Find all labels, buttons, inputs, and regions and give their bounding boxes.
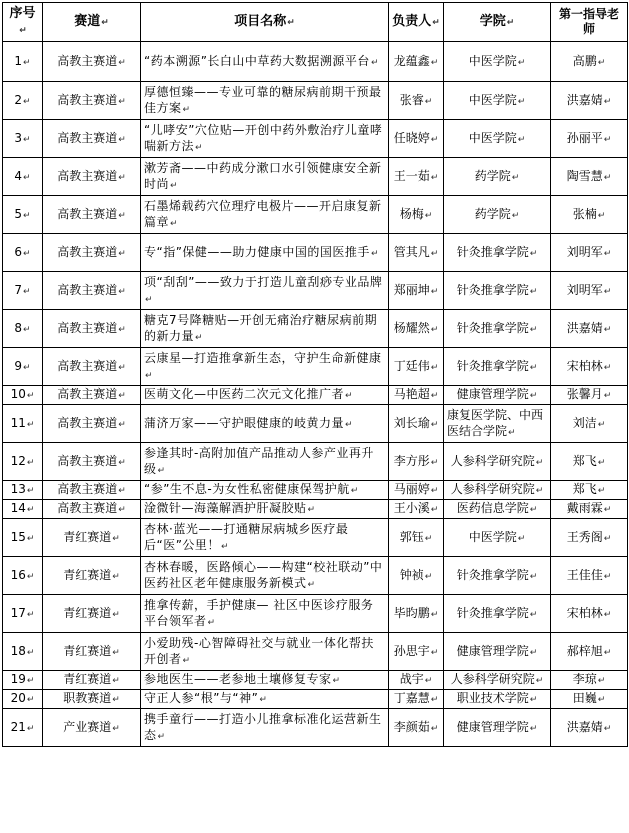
cell-advisor: 郑飞↵: [551, 443, 628, 481]
cell-advisor: 戴雨霖↵: [551, 500, 628, 519]
cell-project-name: 杏林·蓝光——打通糖尿病城乡医疗最后“医”公里！↵: [141, 519, 389, 557]
cell-college: 健康管理学院↵: [444, 709, 551, 747]
table-row: [3, 405, 628, 443]
cell-project-name: “药本溯源”长白山中草药大数据溯源平台↵: [141, 42, 389, 82]
cell-leader: 杨耀然↵: [389, 310, 444, 348]
cell-no: 17↵: [3, 595, 43, 633]
cell-college: 人参科学研究院↵: [444, 671, 551, 690]
cell-college: 药学院↵: [444, 158, 551, 196]
cell-track: 高教主赛道↵: [43, 500, 141, 519]
cell-leader: 郭钰↵: [389, 519, 444, 557]
cell-leader: 钟祯↵: [389, 557, 444, 595]
cell-project-name: 推拿传薪，手护健康— 社区中医诊疗服务平台领军者↵: [141, 595, 389, 633]
header-advisor: 第一指导老师: [551, 3, 628, 42]
cell-project-name: 石墨烯载药穴位理疗电极片——开启康复新篇章↵: [141, 196, 389, 234]
cell-track: 高教主赛道↵: [43, 158, 141, 196]
cell-leader: 管其凡↵: [389, 234, 444, 272]
cell-project-name: 参逢其时-高附加值产品推动人参产业再升级↵: [141, 443, 389, 481]
cell-advisor: 张馨月↵: [551, 386, 628, 405]
cell-leader: 战宇↵: [389, 671, 444, 690]
table-body: [3, 42, 628, 747]
table-row: [3, 481, 628, 500]
cell-college: 中医学院↵: [444, 120, 551, 158]
cell-advisor: 宋柏林↵: [551, 595, 628, 633]
table-row: [3, 42, 628, 82]
table-row: [3, 348, 628, 386]
header-college: 学院↵: [444, 3, 551, 42]
header-no: 序号↵: [3, 3, 43, 42]
cell-no: 3↵: [3, 120, 43, 158]
cell-advisor: 郑飞↵: [551, 481, 628, 500]
cell-track: 职教赛道↵: [43, 690, 141, 709]
cell-no: 20↵: [3, 690, 43, 709]
cell-college: 针灸推拿学院↵: [444, 557, 551, 595]
cell-college: 健康管理学院↵: [444, 633, 551, 671]
cell-leader: 杨梅↵: [389, 196, 444, 234]
cell-advisor: 刘明军↵: [551, 234, 628, 272]
cell-advisor: 刘洁↵: [551, 405, 628, 443]
cell-project-name: 项“刮刮”——致力于打造儿童刮痧专业品牌↵: [141, 272, 389, 310]
table-row: [3, 671, 628, 690]
cell-track: 高教主赛道↵: [43, 42, 141, 82]
cell-project-name: “参”生不息-为女性私密健康保驾护航↵: [141, 481, 389, 500]
cell-project-name: 专“指”保健——助力健康中国的国医推手↵: [141, 234, 389, 272]
cell-advisor: 孙丽平↵: [551, 120, 628, 158]
header-leader: 负责人↵: [389, 3, 444, 42]
cell-project-name: “儿哮安”穴位贴—开创中药外敷治疗儿童哮喘新方法↵: [141, 120, 389, 158]
cell-college: 人参科学研究院↵: [444, 481, 551, 500]
cell-track: 高教主赛道↵: [43, 272, 141, 310]
cell-leader: 毕昀鹏↵: [389, 595, 444, 633]
cell-leader: 张睿↵: [389, 82, 444, 120]
cell-no: 4↵: [3, 158, 43, 196]
cell-project-name: 携手童行——打造小儿推拿标准化运营新生态↵: [141, 709, 389, 747]
cell-no: 9↵: [3, 348, 43, 386]
cell-college: 康复医学院、中西医结合学院↵: [444, 405, 551, 443]
table-row: [3, 234, 628, 272]
cell-no: 16↵: [3, 557, 43, 595]
cell-track: 高教主赛道↵: [43, 443, 141, 481]
table-row: [3, 557, 628, 595]
header-name: 项目名称↵: [141, 3, 389, 42]
cell-college: 针灸推拿学院↵: [444, 310, 551, 348]
cell-leader: 王小溪↵: [389, 500, 444, 519]
cell-project-name: 医萌文化—中医药二次元文化推广者↵: [141, 386, 389, 405]
cell-advisor: 高鹏↵: [551, 42, 628, 82]
table-row: [3, 519, 628, 557]
table-row: [3, 500, 628, 519]
cell-college: 药学院↵: [444, 196, 551, 234]
cell-no: 15↵: [3, 519, 43, 557]
table-row: [3, 158, 628, 196]
cell-college: 中医学院↵: [444, 82, 551, 120]
cell-track: 高教主赛道↵: [43, 120, 141, 158]
cell-track: 青红赛道↵: [43, 671, 141, 690]
cell-no: 21↵: [3, 709, 43, 747]
table-row: [3, 595, 628, 633]
table-row: [3, 709, 628, 747]
cell-advisor: 陶雪慧↵: [551, 158, 628, 196]
cell-project-name: 杏林春暖，医路倾心——构建“校社联动”中医药社区老年健康服务新模式↵: [141, 557, 389, 595]
cell-advisor: 洪嘉婧↵: [551, 310, 628, 348]
cell-leader: 任晓婷↵: [389, 120, 444, 158]
cell-track: 高教主赛道↵: [43, 82, 141, 120]
cell-leader: 龙蕴鑫↵: [389, 42, 444, 82]
cell-advisor: 王佳佳↵: [551, 557, 628, 595]
cell-no: 7↵: [3, 272, 43, 310]
cell-advisor: 洪嘉婧↵: [551, 82, 628, 120]
cell-leader: 刘长瑜↵: [389, 405, 444, 443]
cell-no: 18↵: [3, 633, 43, 671]
project-table: [2, 2, 628, 747]
cell-track: 青红赛道↵: [43, 519, 141, 557]
cell-no: 13↵: [3, 481, 43, 500]
cell-no: 10↵: [3, 386, 43, 405]
cell-track: 青红赛道↵: [43, 557, 141, 595]
cell-college: 针灸推拿学院↵: [444, 272, 551, 310]
cell-project-name: 守正人参“根”与“神”↵: [141, 690, 389, 709]
cell-no: 14↵: [3, 500, 43, 519]
cell-no: 8↵: [3, 310, 43, 348]
table-row: [3, 196, 628, 234]
cell-advisor: 宋柏林↵: [551, 348, 628, 386]
cell-leader: 孙思宇↵: [389, 633, 444, 671]
cell-leader: 王一茹↵: [389, 158, 444, 196]
table-row: [3, 310, 628, 348]
cell-no: 11↵: [3, 405, 43, 443]
cell-no: 5↵: [3, 196, 43, 234]
cell-track: 高教主赛道↵: [43, 481, 141, 500]
cell-college: 中医学院↵: [444, 42, 551, 82]
cell-project-name: 淦微针—海藻解酒护肝凝胶贴↵: [141, 500, 389, 519]
cell-advisor: 李琼↵: [551, 671, 628, 690]
cell-college: 医药信息学院↵: [444, 500, 551, 519]
table-row: [3, 386, 628, 405]
cell-track: 高教主赛道↵: [43, 386, 141, 405]
header-track: 赛道↵: [43, 3, 141, 42]
cell-track: 高教主赛道↵: [43, 348, 141, 386]
cell-project-name: 小爱助残-心智障碍社交与就业一体化帮扶开创者↵: [141, 633, 389, 671]
cell-college: 针灸推拿学院↵: [444, 595, 551, 633]
cell-track: 青红赛道↵: [43, 595, 141, 633]
cell-leader: 丁嘉慧↵: [389, 690, 444, 709]
cell-advisor: 郝梓旭↵: [551, 633, 628, 671]
cell-college: 人参科学研究院↵: [444, 443, 551, 481]
cell-advisor: 洪嘉婧↵: [551, 709, 628, 747]
table-row: [3, 690, 628, 709]
cell-college: 中医学院↵: [444, 519, 551, 557]
cell-project-name: 蒲济万家——守护眼健康的岐黄力量↵: [141, 405, 389, 443]
cell-project-name: 参地医生——老参地土壤修复专家↵: [141, 671, 389, 690]
cell-track: 高教主赛道↵: [43, 234, 141, 272]
cell-no: 1↵: [3, 42, 43, 82]
cell-no: 19↵: [3, 671, 43, 690]
cell-leader: 郑丽坤↵: [389, 272, 444, 310]
cell-project-name: 漱芳斋——中药成分漱口水引领健康安全新时尚↵: [141, 158, 389, 196]
table-row: [3, 82, 628, 120]
cell-college: 针灸推拿学院↵: [444, 234, 551, 272]
table-row: [3, 633, 628, 671]
cell-college: 职业技术学院↵: [444, 690, 551, 709]
cell-advisor: 田巍↵: [551, 690, 628, 709]
cell-college: 健康管理学院↵: [444, 386, 551, 405]
cell-project-name: 云康星—打造推拿新生态，守护生命新健康↵: [141, 348, 389, 386]
cell-leader: 李颜茹↵: [389, 709, 444, 747]
cell-track: 产业赛道↵: [43, 709, 141, 747]
cell-track: 高教主赛道↵: [43, 310, 141, 348]
cell-project-name: 糖克7号降糖贴—开创无痛治疗糖尿病前期的新力量↵: [141, 310, 389, 348]
table-row: [3, 272, 628, 310]
cell-track: 高教主赛道↵: [43, 196, 141, 234]
cell-project-name: 厚德恒臻——专业可靠的糖尿病前期干预最佳方案↵: [141, 82, 389, 120]
cell-no: 12↵: [3, 443, 43, 481]
cell-advisor: 刘明军↵: [551, 272, 628, 310]
cell-track: 青红赛道↵: [43, 633, 141, 671]
cell-college: 针灸推拿学院↵: [444, 348, 551, 386]
cell-advisor: 张楠↵: [551, 196, 628, 234]
cell-leader: 李方彤↵: [389, 443, 444, 481]
cell-no: 6↵: [3, 234, 43, 272]
cell-leader: 马艳超↵: [389, 386, 444, 405]
cell-no: 2↵: [3, 82, 43, 120]
table-row: [3, 443, 628, 481]
cell-leader: 马丽婷↵: [389, 481, 444, 500]
cell-track: 高教主赛道↵: [43, 405, 141, 443]
cell-advisor: 王秀阁↵: [551, 519, 628, 557]
table-row: [3, 120, 628, 158]
header-row: [3, 3, 628, 42]
cell-leader: 丁廷伟↵: [389, 348, 444, 386]
